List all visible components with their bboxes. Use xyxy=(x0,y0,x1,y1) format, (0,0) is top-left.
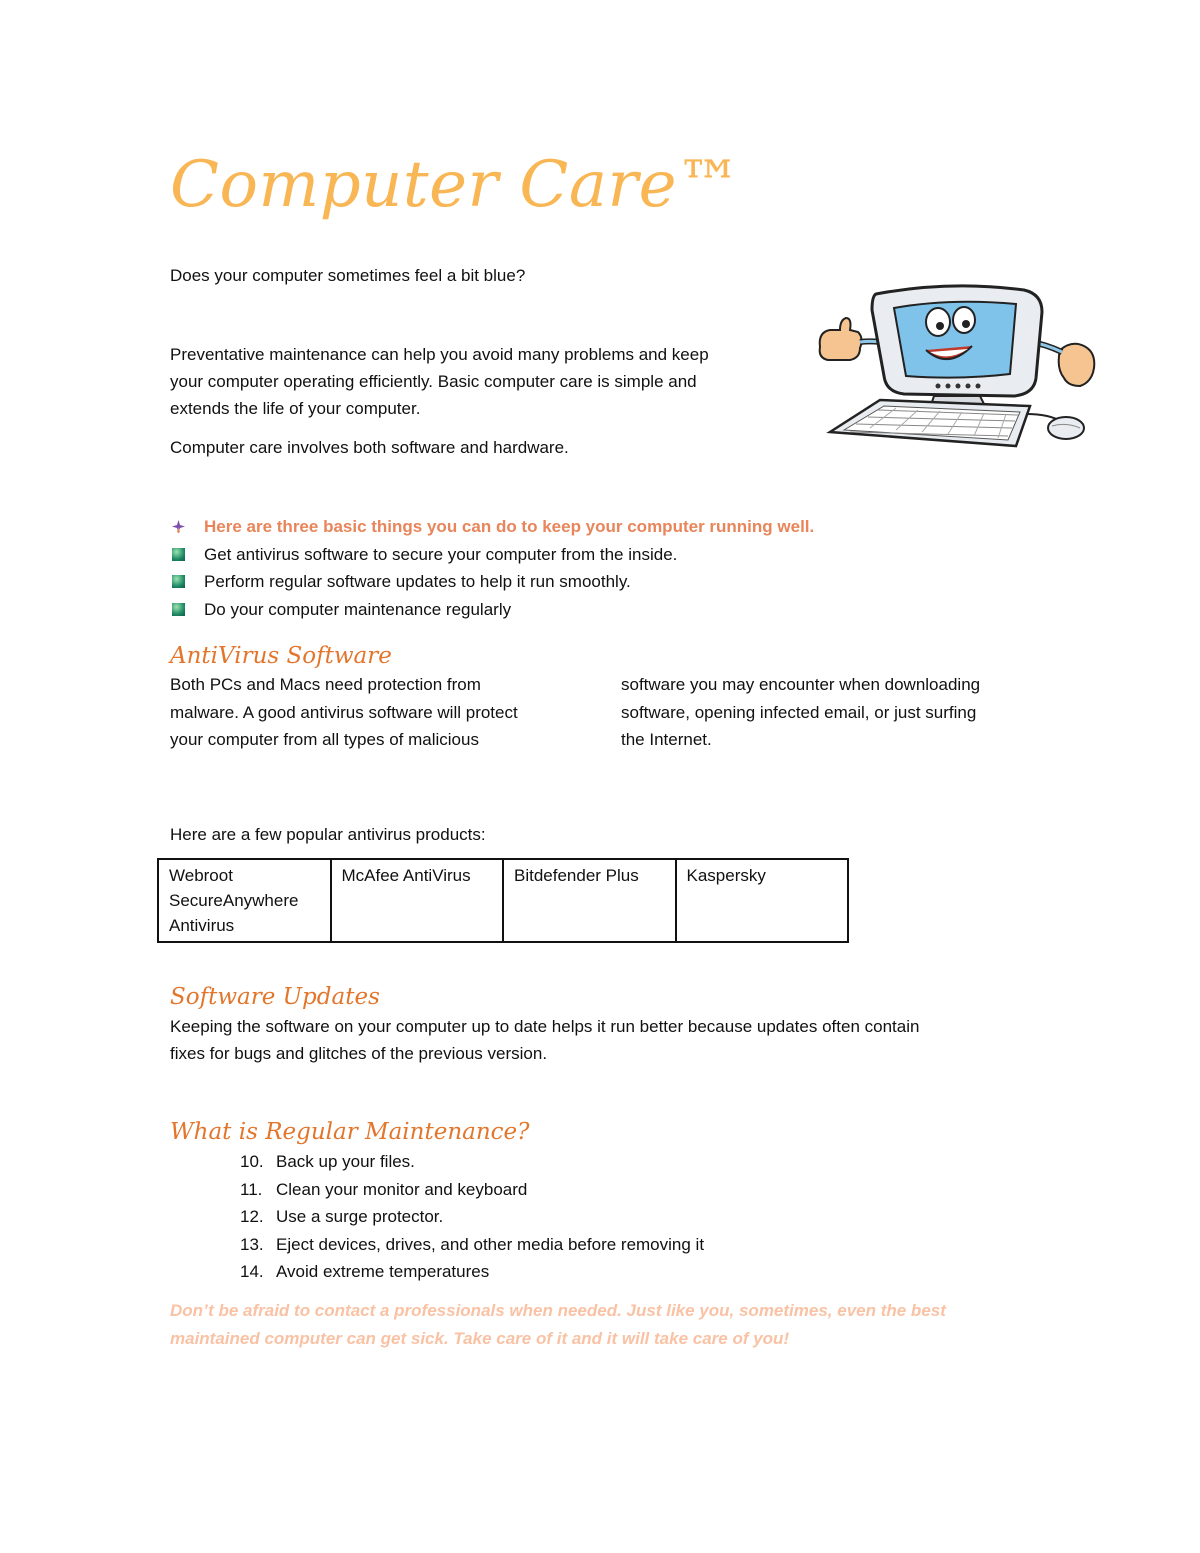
intro-line: extends the life of your computer. xyxy=(170,399,421,418)
list-text: Use a surge protector. xyxy=(276,1207,444,1226)
bullet-intro-item xyxy=(170,513,814,541)
antivirus-line: software you may encounter when downloading xyxy=(621,675,981,694)
list-text: Eject devices, drives, and other media before removing it xyxy=(276,1234,705,1254)
updates-paragraph xyxy=(170,1013,919,1067)
cell-line: Antivirus xyxy=(169,916,235,935)
bullet-item-text: Do your computer maintenance regularly xyxy=(204,599,512,619)
list-number: 11. xyxy=(240,1179,263,1199)
table-row xyxy=(158,859,848,942)
closing-line: Don’t be afraid to contact a professionals when needed. Just like you, sometimes, even the best xyxy=(170,1301,946,1320)
updates-line: fixes for bugs and glitches of the previous version. xyxy=(170,1044,548,1063)
green-square-bullet-icon xyxy=(172,603,185,616)
closing-line: maintained computer can get sick. Take care of it and it will take care of you! xyxy=(170,1329,790,1348)
list-number: 10. xyxy=(240,1152,264,1171)
list-text: Clean your monitor and keyboard xyxy=(276,1179,528,1199)
list-item xyxy=(240,1148,704,1176)
antivirus-column-2 xyxy=(621,671,980,754)
maintenance-list xyxy=(240,1148,704,1286)
products-intro: Here are a few popular antivirus products: xyxy=(170,825,486,844)
green-square-bullet-icon xyxy=(172,548,185,561)
antivirus-line: software, opening infected email, or just surfing xyxy=(621,702,977,722)
list-number: 14. xyxy=(240,1262,264,1281)
list-text: Avoid extreme temperatures xyxy=(276,1262,490,1281)
bullet-item-text: Perform regular software updates to help it run smoothly. xyxy=(204,572,631,591)
list-item xyxy=(240,1176,704,1204)
bullet-item xyxy=(170,568,814,596)
antivirus-line: your computer from all types of malicious xyxy=(170,730,479,749)
bullet-item xyxy=(170,541,814,569)
mouse-icon xyxy=(1026,414,1084,439)
arrow-down-star-icon xyxy=(172,520,185,533)
bullet-item xyxy=(170,596,814,624)
antivirus-line: Both PCs and Macs need protection from xyxy=(170,675,481,694)
monitor-icon xyxy=(872,286,1042,396)
list-number: 13. xyxy=(240,1234,264,1254)
antivirus-heading: AntiVirus Software xyxy=(170,643,392,669)
antivirus-line: the Internet. xyxy=(621,730,712,749)
updates-line: Keeping the software on your computer up to date helps it run better because updates often contain xyxy=(170,1017,920,1036)
cell-line: SecureAnywhere xyxy=(169,891,299,910)
table-cell xyxy=(331,859,504,942)
cell-line: Bitdefender Plus xyxy=(514,866,639,885)
bullet-item-text: Get antivirus software to secure your computer from the inside. xyxy=(204,544,678,564)
antivirus-column-1 xyxy=(170,671,518,754)
antivirus-line: malware. A good antivirus software will protect xyxy=(170,702,518,722)
updates-heading: Software Updates xyxy=(170,984,380,1010)
keyboard-icon xyxy=(830,400,1030,446)
list-item xyxy=(240,1258,704,1286)
cell-line: McAfee AntiVirus xyxy=(341,866,471,885)
intro-paragraph xyxy=(170,341,709,422)
intro-line: Preventative maintenance can help you avoid many problems and keep xyxy=(170,345,709,364)
green-square-bullet-icon xyxy=(172,575,185,588)
cell-line: Kaspersky xyxy=(686,866,766,885)
bullet-intro-text: Here are three basic things you can do to keep your computer running well. xyxy=(204,517,815,536)
list-text: Back up your files. xyxy=(276,1152,415,1171)
list-number: 12. xyxy=(240,1207,264,1226)
list-item xyxy=(240,1231,704,1259)
tagline: Does your computer sometimes feel a bit blue? xyxy=(170,266,526,285)
antivirus-products-table xyxy=(157,858,849,943)
table-cell xyxy=(503,859,676,942)
maintenance-heading: What is Regular Maintenance? xyxy=(170,1119,530,1145)
list-item xyxy=(240,1203,704,1231)
smiling-computer-clipart xyxy=(810,282,1100,472)
page-title: Computer Care™ xyxy=(170,148,742,222)
intro-line: your computer operating efficiently. Basic computer care is simple and xyxy=(170,372,697,391)
table-cell xyxy=(676,859,849,942)
cell-line: Webroot xyxy=(169,866,233,885)
bullet-list xyxy=(170,513,814,623)
closing-note xyxy=(170,1297,946,1353)
table-cell xyxy=(158,859,331,942)
intro-paragraph-2: Computer care involves both software and hardware. xyxy=(170,438,569,457)
